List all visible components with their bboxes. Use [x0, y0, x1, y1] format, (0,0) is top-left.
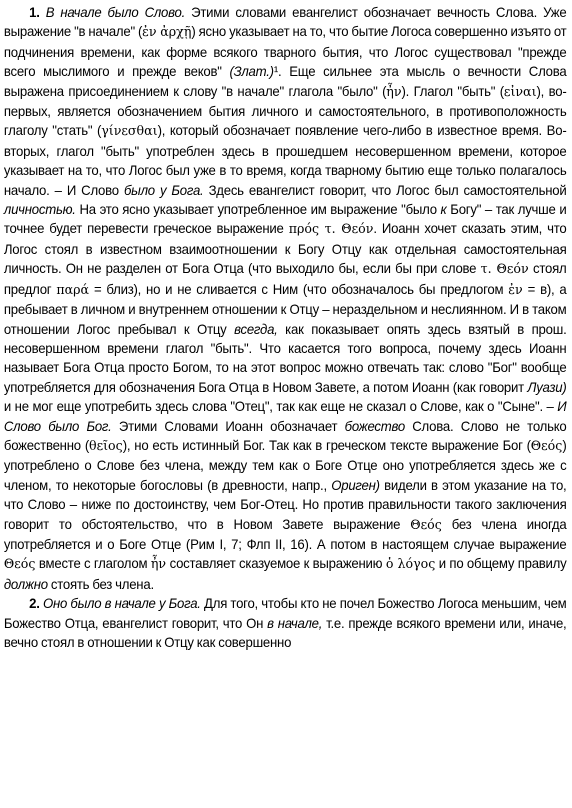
text-run: ¹. Еще сильнее эта мысль о вечности Слова выражена присоединением к слову "в начале" глагола "было" ( [3, 64, 567, 99]
text-run: . Иоанн хочет сказать этим, что Логос стоял в известном взаимоотношении к Богу Отцу как отдельная самостоятельная личность. Он не разделен от Бога Отца (что выходило бы, если бы при слове [3, 221, 567, 277]
text-run: видели в этом указание на то, что Слово – ниже по достоинству, чем Бог-Отец. Но против правильности такого заключения говорит то обстоятельство, что в Новом Завете выражение [3, 477, 567, 532]
text-run: как показывает опять здесь взятый в прош. несовершенном времени глагол "быть". Что касается того вопроса, почему здесь Иоанн называет Бога Отца просто Богом, то на этот вопрос можно отвечать так: слово "Бог" вообще употребляется для обозначения Бога Отца в Новом Завете, а потом Иоанн (как говорит [3, 321, 567, 395]
text-run: стоял предлог [3, 261, 567, 297]
text-run: ) ясно указывает на то, что бытие Логоса совершенно изъято от подчинения времени, как форме всякого тварного бытия, что Логос существовал "прежде всего мыслимого и прежде веков" [3, 24, 567, 80]
italic-text: В начале было Слово. [45, 5, 185, 20]
text-run: Здесь евангелист говорит, что Логос был самостоятельной [203, 182, 567, 198]
verse-number: 2. [29, 596, 43, 612]
greek-text: ἐν ἀρχῇ [142, 25, 192, 41]
text-run: вместе с глаголом [35, 556, 151, 572]
text-run: Слова. Слово не только божественно ( [3, 418, 567, 453]
text-run: и по общему правилу [435, 556, 567, 572]
italic-text: Ориген) [331, 477, 380, 493]
italic-text: личностью. [3, 202, 76, 218]
text-run: На это ясно указывает употребленное им выражение "было [75, 202, 441, 218]
italic-text: Луази) [527, 379, 567, 395]
text-run: = близ), но и не сливается с Ним (что обозначалось бы предлогом [89, 281, 509, 297]
text-run: Этими словами евангелист обозначает вечность Слова. Уже выражение "в начале" ( [3, 5, 567, 40]
greek-text: τ. Θεόν [480, 262, 529, 278]
paragraph [4, 3, 567, 594]
italic-text: божество [344, 418, 405, 434]
text-run: Этими Словами Иоанн обозначает [111, 418, 345, 434]
italic-text: (Злат.) [229, 64, 274, 80]
italic-text: в начале, [267, 615, 323, 631]
italic-text: к [440, 202, 447, 218]
greek-text: ὁ λόγος [385, 557, 436, 573]
italic-text: Оно было в начале у Бога. [42, 596, 201, 612]
italic-text: должно [3, 576, 48, 592]
greek-text: παρά [56, 282, 90, 298]
greek-text: εἰναι [503, 84, 537, 100]
text-run: = в), а пребывает в личном и внутреннем отношении к Отцу – нераздельном и неслиянном. И в таком отношении Логос пребывал к Отцу [3, 281, 567, 337]
text-run: составляет сказуемое к выражению [166, 556, 386, 572]
greek-text: θεῖος [88, 438, 123, 454]
text-run: стоять без члена. [47, 576, 154, 592]
text-run: и не мог еще употребить здесь слова "Отец", так как еще не сказал о Слове, как о "Сыне". – [3, 399, 558, 415]
text-run: ), который обозначает появление чего-либо в известное время. Во-вторых, глагол "быть" употреблен здесь в прошедшем несовершенном времени, которое указывает на то, что Логос был уже в то время, когда тварному бытию еще только полагалось начало. – И Слово [3, 123, 567, 198]
text-run: ). Глагол "быть" ( [401, 83, 504, 99]
greek-text: ἐν [508, 282, 523, 298]
greek-text: ἦν [150, 557, 167, 573]
greek-text: Θεός [3, 557, 36, 573]
greek-text: πρός τ. Θεόν [288, 222, 374, 238]
text-run: Для того, чтобы кто не почел Божество Логоса меньшим, чем Божество Отца, евангелист говорит, что Он [3, 596, 567, 631]
greek-text: ἦν [386, 84, 402, 100]
text-run: т.е. прежде всякого времени или, иначе, вечно стоял в отношении к Отцу как совершенно [3, 615, 567, 650]
text-run: ) употреблено о Слове без члена, между тем как о Боге Отце оно употребляется здесь же с членом, то некоторые богословы (в древности, напр., [3, 437, 567, 493]
verse-number: 1. [29, 5, 46, 20]
italic-text: было у Бога. [123, 182, 204, 198]
paragraph [4, 594, 567, 652]
text-run: Богу" – так лучше и точнее будет перевести греческое выражение [3, 202, 567, 237]
italic-text: всегда, [234, 321, 278, 337]
greek-text: Θεός [410, 517, 442, 533]
text-run: ), во-первых, является обозначением бытия личного и самостоятельного, в противоположность глаголу "стать" ( [3, 83, 567, 139]
greek-text: γίνεσθαι [101, 124, 158, 140]
greek-text: Θεός [530, 438, 563, 454]
italic-text: И Слово было Бог. [3, 399, 567, 434]
text-run: без члена иногда употребляется и о Боге Отце (Рим I, 7; Флп II, 16). А потом в настоящем случае выражение [3, 516, 567, 552]
text-run: ), но есть истинный Бог. Так как в греческом тексте выражение Бог ( [122, 437, 531, 453]
